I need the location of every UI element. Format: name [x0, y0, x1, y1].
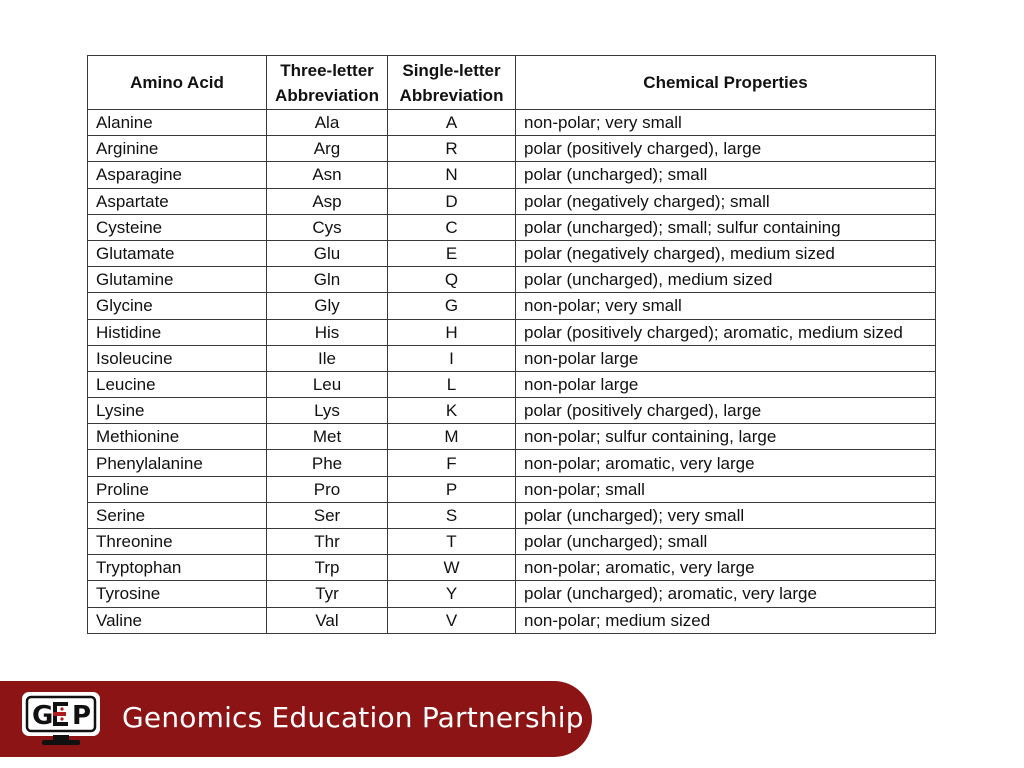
amino-acid-name: Valine — [88, 607, 267, 633]
table-row — [88, 371, 936, 397]
table-row — [88, 136, 936, 162]
chemical-properties: non-polar; sulfur containing, large — [516, 424, 936, 450]
amino-acid-name: Phenylalanine — [88, 450, 267, 476]
chemical-properties: non-polar; very small — [516, 293, 936, 319]
three-letter-abbreviation: Arg — [267, 136, 388, 162]
table-row — [88, 398, 936, 424]
single-letter-abbreviation: T — [388, 529, 516, 555]
chemical-properties: polar (uncharged); very small — [516, 502, 936, 528]
single-letter-abbreviation: M — [388, 424, 516, 450]
table-row — [88, 529, 936, 555]
table-row — [88, 345, 936, 371]
amino-acid-name: Serine — [88, 502, 267, 528]
three-letter-abbreviation: Lys — [267, 398, 388, 424]
chemical-properties: polar (uncharged); small — [516, 162, 936, 188]
table-row — [88, 214, 936, 240]
single-letter-abbreviation: Y — [388, 581, 516, 607]
amino-acid-name: Glycine — [88, 293, 267, 319]
amino-acid-name: Isoleucine — [88, 345, 267, 371]
amino-acid-name: Alanine — [88, 110, 267, 136]
single-letter-abbreviation: S — [388, 502, 516, 528]
footer-title: Genomics Education Partnership — [122, 701, 584, 734]
amino-acid-name: Asparagine — [88, 162, 267, 188]
single-letter-abbreviation: R — [388, 136, 516, 162]
header-single-letter-line2: Abbreviation — [399, 85, 504, 105]
chemical-properties: non-polar large — [516, 345, 936, 371]
chemical-properties: non-polar; small — [516, 476, 936, 502]
amino-acid-name: Cysteine — [88, 214, 267, 240]
three-letter-abbreviation: Leu — [267, 371, 388, 397]
table-row — [88, 581, 936, 607]
three-letter-abbreviation: Trp — [267, 555, 388, 581]
svg-text:P: P — [72, 701, 92, 731]
table-row — [88, 162, 936, 188]
chemical-properties: polar (uncharged), medium sized — [516, 267, 936, 293]
three-letter-abbreviation: Gln — [267, 267, 388, 293]
chemical-properties: non-polar; aromatic, very large — [516, 450, 936, 476]
three-letter-abbreviation: Glu — [267, 240, 388, 266]
single-letter-abbreviation: K — [388, 398, 516, 424]
table-header — [88, 56, 936, 110]
three-letter-abbreviation: Gly — [267, 293, 388, 319]
amino-acid-name: Tyrosine — [88, 581, 267, 607]
gep-logo-icon — [20, 690, 102, 748]
chemical-properties: polar (uncharged); small; sulfur containing — [516, 214, 936, 240]
single-letter-abbreviation: D — [388, 188, 516, 214]
table-row — [88, 240, 936, 266]
amino-acid-name: Methionine — [88, 424, 267, 450]
single-letter-abbreviation: E — [388, 240, 516, 266]
header-amino-acid — [88, 56, 267, 110]
chemical-properties: polar (uncharged); small — [516, 529, 936, 555]
table-row — [88, 555, 936, 581]
table-row — [88, 110, 936, 136]
single-letter-abbreviation: W — [388, 555, 516, 581]
amino-acid-name: Glutamine — [88, 267, 267, 293]
chemical-properties: non-polar; very small — [516, 110, 936, 136]
three-letter-abbreviation: Ser — [267, 502, 388, 528]
svg-text:G: G — [32, 701, 54, 731]
chemical-properties: polar (negatively charged), medium sized — [516, 240, 936, 266]
header-amino-acid-label: Amino Acid — [130, 73, 224, 92]
header-three-letter-line1: Three-letter — [280, 60, 374, 80]
header-row — [88, 56, 936, 110]
table-body — [88, 110, 936, 634]
table-row — [88, 319, 936, 345]
chemical-properties: non-polar large — [516, 371, 936, 397]
three-letter-abbreviation: His — [267, 319, 388, 345]
table-row — [88, 293, 936, 319]
three-letter-abbreviation: Tyr — [267, 581, 388, 607]
amino-acid-name: Lysine — [88, 398, 267, 424]
chemical-properties: polar (positively charged), large — [516, 398, 936, 424]
amino-acid-name: Leucine — [88, 371, 267, 397]
table-row — [88, 188, 936, 214]
amino-acid-name: Arginine — [88, 136, 267, 162]
three-letter-abbreviation: Ala — [267, 110, 388, 136]
single-letter-abbreviation: A — [388, 110, 516, 136]
single-letter-abbreviation: Q — [388, 267, 516, 293]
single-letter-abbreviation: V — [388, 607, 516, 633]
three-letter-abbreviation: Asp — [267, 188, 388, 214]
single-letter-abbreviation: P — [388, 476, 516, 502]
three-letter-abbreviation: Asn — [267, 162, 388, 188]
header-chemical-properties — [516, 56, 936, 110]
amino-acid-name: Glutamate — [88, 240, 267, 266]
table-row — [88, 476, 936, 502]
chemical-properties: non-polar; medium sized — [516, 607, 936, 633]
table-row — [88, 450, 936, 476]
amino-acid-name: Aspartate — [88, 188, 267, 214]
three-letter-abbreviation: Thr — [267, 529, 388, 555]
single-letter-abbreviation: C — [388, 214, 516, 240]
three-letter-abbreviation: Phe — [267, 450, 388, 476]
single-letter-abbreviation: I — [388, 345, 516, 371]
amino-acid-table — [87, 55, 936, 634]
chemical-properties: polar (positively charged), large — [516, 136, 936, 162]
header-three-letter-line2: Abbreviation — [275, 85, 379, 105]
chemical-properties: polar (uncharged); aromatic, very large — [516, 581, 936, 607]
table-row — [88, 607, 936, 633]
chemical-properties: non-polar; aromatic, very large — [516, 555, 936, 581]
amino-acid-name: Tryptophan — [88, 555, 267, 581]
header-three-letter — [267, 56, 388, 110]
table-row — [88, 502, 936, 528]
chemical-properties: polar (positively charged); aromatic, medium sized — [516, 319, 936, 345]
table-row — [88, 267, 936, 293]
amino-acid-name: Histidine — [88, 319, 267, 345]
header-single-letter-line1: Single-letter — [402, 60, 501, 80]
three-letter-abbreviation: Ile — [267, 345, 388, 371]
three-letter-abbreviation: Val — [267, 607, 388, 633]
amino-acid-name: Threonine — [88, 529, 267, 555]
header-chemical-properties-label: Chemical Properties — [643, 73, 808, 92]
single-letter-abbreviation: N — [388, 162, 516, 188]
single-letter-abbreviation: L — [388, 371, 516, 397]
three-letter-abbreviation: Pro — [267, 476, 388, 502]
header-single-letter — [388, 56, 516, 110]
chemical-properties: polar (negatively charged); small — [516, 188, 936, 214]
three-letter-abbreviation: Cys — [267, 214, 388, 240]
amino-acid-name: Proline — [88, 476, 267, 502]
three-letter-abbreviation: Met — [267, 424, 388, 450]
table-row — [88, 424, 936, 450]
single-letter-abbreviation: H — [388, 319, 516, 345]
single-letter-abbreviation: G — [388, 293, 516, 319]
single-letter-abbreviation: F — [388, 450, 516, 476]
